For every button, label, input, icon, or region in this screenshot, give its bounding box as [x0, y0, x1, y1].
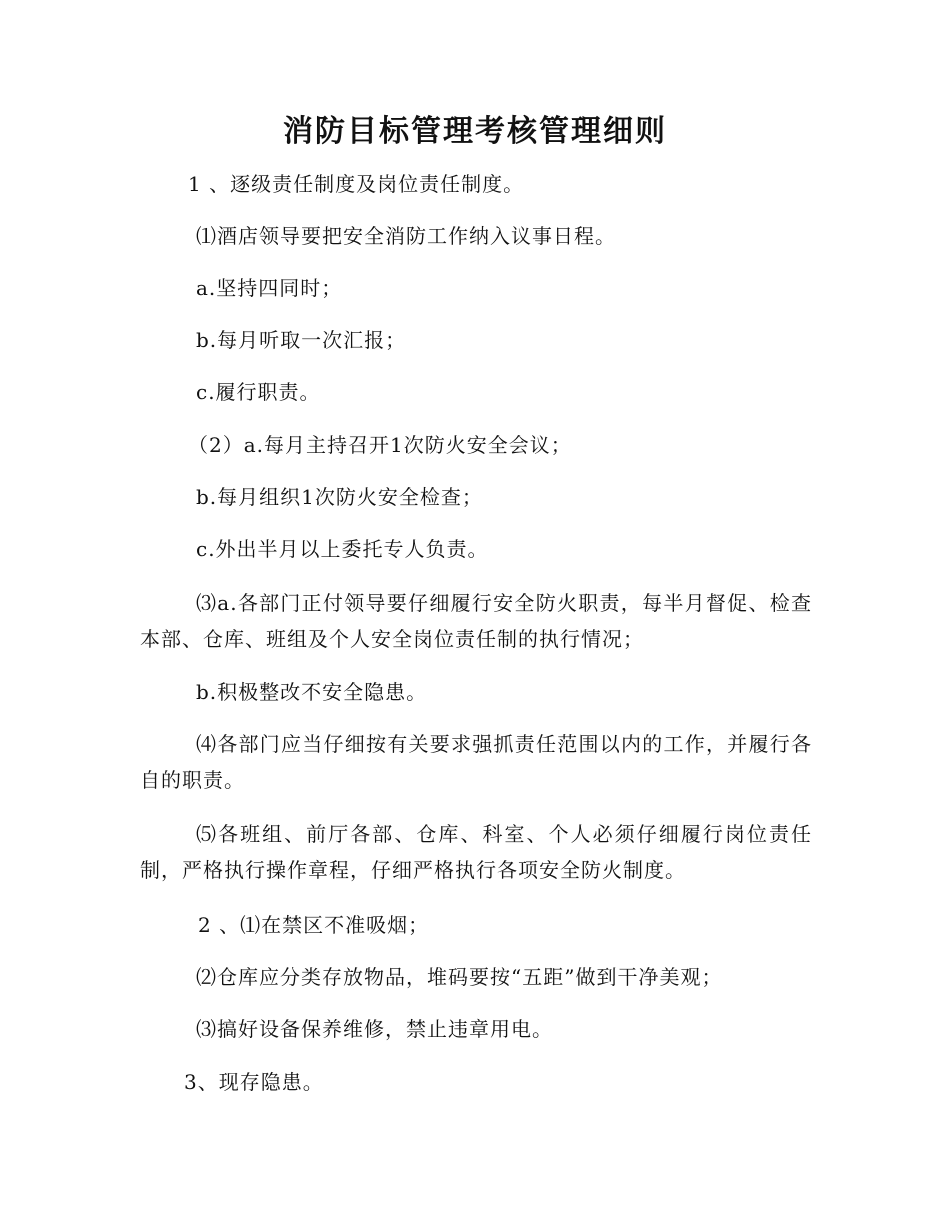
paragraph-11: ⑷各部门应当仔细按有关要求强抓责任范围以内的工作，并履行各自的职责。	[140, 732, 812, 792]
document-title: 消防目标管理考核管理细则	[283, 114, 667, 149]
paragraph-16: 3、现存隐患。	[184, 1070, 324, 1094]
paragraph-9: ⑶a.各部门正付领导要仔细履行安全防火职责，每半月督促、检查本部、仓库、班组及个人安全岗位责任制的执行情况；	[140, 591, 812, 651]
paragraph-4: b.每月听取一次汇报；	[196, 328, 407, 352]
paragraph-6: （2）a.每月主持召开1次防火安全会议；	[188, 433, 572, 457]
paragraph-8: c.外出半月以上委托专人负责。	[196, 537, 489, 561]
paragraph-14: ⑵仓库应分类存放物品，堆码要按“五距”做到干净美观；	[196, 965, 723, 989]
paragraph-13: 2 、⑴在禁区不准吸烟；	[198, 913, 430, 937]
paragraph-15: ⑶搞好设备保养维修，禁止违章用电。	[196, 1017, 553, 1041]
paragraph-12: ⑸各班组、前厅各部、仓库、科室、个人必须仔细履行岗位责任制，严格执行操作章程，仔细严格执行各项安全防火制度。	[140, 822, 812, 882]
paragraph-1: 1 、逐级责任制度及岗位责任制度。	[188, 172, 525, 196]
paragraph-7: b.每月组织1次防火安全检查；	[196, 485, 483, 509]
paragraph-3: a.坚持四同时；	[196, 276, 343, 300]
paragraph-5: c.履行职责。	[196, 380, 321, 404]
paragraph-10: b.积极整改不安全隐患。	[196, 680, 428, 704]
paragraph-2: ⑴酒店领导要把安全消防工作纳入议事日程。	[196, 224, 616, 248]
